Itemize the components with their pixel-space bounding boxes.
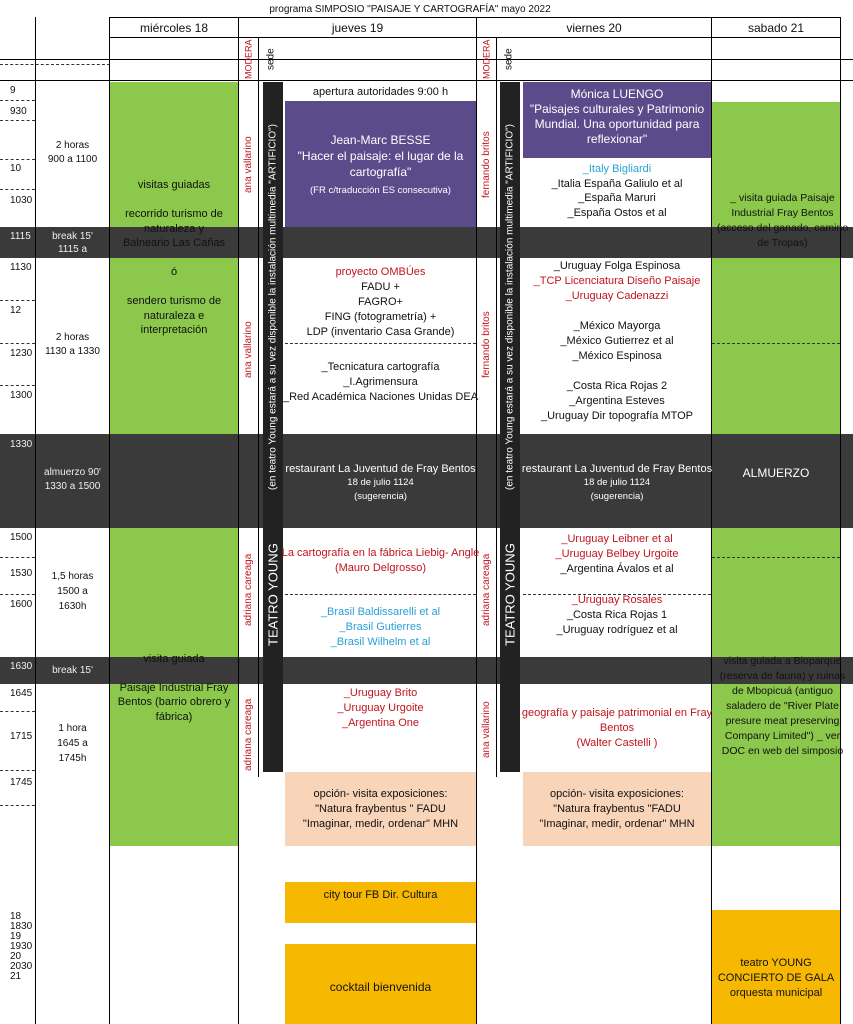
sat-morning-visit: _ visita guiada Paisaje Industrial Fray Bentos (acceso del ganado, camino de Tropas) (716, 192, 849, 249)
wed-afternoon-text: visita guiada Paisaje Industrial Fray Bentos (barrio obrero y fábrica) (117, 652, 231, 723)
fri-sede-venue: TEATRO YOUNG (502, 543, 518, 647)
fri-moderator-1: fernando britos (481, 131, 492, 199)
thu-sede-venue: TEATRO YOUNG (265, 543, 281, 647)
sat-concert: teatro YOUNG CONCIERTO DE GALA orquesta municipal (717, 956, 835, 999)
fri-moderator-2: fernando britos (481, 311, 492, 379)
fri-costarica-session: _Costa Rica Rojas 2 _Argentina Esteves _Uruguay Dir topografía MTOP (540, 379, 694, 422)
thu-expo-text: opción- visita exposiciones: "Natura fraybentus " FADU "Imaginar, medir, ordenar" MHN (302, 787, 459, 830)
duration-midday: 2 horas 1130 a 1330 (45, 332, 100, 357)
time-1330: 1330 (10, 439, 33, 450)
thu-tecnicatura-session: _Tecnicatura cartografía _I.Agrimensura _Red Académica Naciones Unidas DEA (282, 360, 479, 403)
time-1715: 1715 (10, 731, 33, 742)
duration-break-2: break 15' (52, 664, 93, 676)
thu-moderator-2: ana vallarino (243, 321, 254, 379)
time-12: 12 (10, 305, 22, 316)
fri-uruguay-session: _Uruguay Folga Espinosa _TCP Licenciatura Diseño Paisaje _Uruguay Cadenazzi (533, 259, 701, 302)
page-title: programa SIMPOSIO "PAISAJE Y CARTOGRAFÍA" mayo 2022 (269, 3, 551, 15)
thu-city-tour: city tour FB Dir. Cultura (323, 888, 438, 901)
duration-afternoon: 1,5 horas 1500 a 1630h (51, 570, 94, 612)
time-1230: 1230 (10, 348, 33, 359)
thu-uruguay-session: _Uruguay Brito _Uruguay Urgoite _Argentina One (337, 686, 424, 729)
fri-mexico-session: _México Mayorga _México Gutierrez et al _México Espinosa (560, 319, 674, 362)
fri-sede-label: sede (503, 48, 515, 70)
thu-modera-label: MODERA (243, 39, 254, 79)
fri-lunch-restaurant: restaurant La Juventud de Fray Bentos 18 de julio 1124 (sugerencia) (521, 463, 713, 502)
time-1600: 1600 (10, 599, 33, 610)
time-1500: 1500 (10, 532, 33, 543)
time-1530: 1530 (10, 568, 33, 579)
wed-afternoon-activity (110, 528, 238, 657)
sat-afternoon-activity (712, 528, 840, 657)
header-thursday: jueves 19 (331, 20, 384, 35)
time-930: 930 (10, 106, 27, 117)
evening-times: 18 1830 19 1930 20 2030 21 (10, 912, 33, 982)
thu-moderator-3: adriana careaga (243, 553, 254, 627)
duration-lunch: almuerzo 90' 1330 a 1500 (44, 467, 101, 492)
thu-lunch-restaurant: restaurant La Juventud de Fray Bentos 18 de julio 1124 (sugerencia) (285, 463, 476, 502)
thu-ombues-session: proyecto OMBÚes FADU + FAGRO+ FING (fotogrametría) + LDP (inventario Casa Grande) (306, 265, 455, 338)
fri-expo-text: opción- visita exposiciones: "Natura fraybentus "FADU "Imaginar, medir, ordenar" MHN (539, 787, 695, 830)
thu-liebig-session: La cartografía en la fábrica Liebig- Angle (Mauro Delgrosso) (281, 547, 480, 574)
fri-sede-note: (en teatro Young estará a su vez disponible la instalación multimedia "ARTIFICIO") (504, 124, 516, 490)
time-1300: 1300 (10, 390, 33, 401)
time-1030: 1030 (10, 195, 33, 206)
thu-sede-label: sede (265, 48, 277, 70)
time-1745: 1745 (10, 777, 33, 788)
header-friday: viernes 20 (566, 20, 622, 35)
time-1645: 1645 (10, 688, 33, 699)
time-9: 9 (10, 85, 16, 96)
fri-leibner-session: _Uruguay Leibner et al _Uruguay Belbey Urgoite _Argentina Ávalos et al (555, 532, 679, 575)
sat-morning-activity-2 (712, 258, 840, 434)
sat-lunch: ALMUERZO (742, 466, 810, 480)
fri-moderator-3: adriana careaga (481, 553, 492, 627)
time-1130: 1130 (10, 262, 32, 273)
thu-moderator-4: adriana careaga (243, 698, 254, 772)
fri-italy-session: _Italy Bigliardi _Italia España Galiulo et al _España Maruri _España Ostos et al (551, 163, 683, 219)
time-1115: 1115 (10, 231, 31, 242)
fri-moderator-4: ana vallarino (481, 701, 492, 759)
duration-morning: 2 horas 900 a 1100 (47, 140, 98, 165)
time-10: 10 (10, 163, 22, 174)
time-1630: 1630 (10, 661, 33, 672)
fri-rosales-session: _Uruguay Rosales _Costa Rica Rojas 1 _Uruguay rodríguez et al (556, 593, 678, 636)
thu-sede-note: (en teatro Young estará a su vez disponible la instalación multimedia "ARTIFICIO") (267, 124, 279, 490)
thu-cocktail: cocktail bienvenida (329, 979, 432, 994)
header-wednesday: miércoles 18 (139, 20, 209, 35)
fri-keynote-luengo: Mónica LUENGO "Paisajes culturales y Patrimonio Mundial. Una oportunidad para reflexionar" (529, 87, 705, 146)
duration-break-1: break 15' 1115 a (52, 231, 93, 255)
duration-late: 1 hora 1645 a 1745h (57, 722, 88, 764)
thu-brasil-session: _Brasil Baldissarelli et al _Brasil Gutierres _Brasil Wilhelm et al (320, 605, 441, 648)
fri-castelli-session: geografía y paisaje patrimonial en Fray Bentos (Walter Castelli ) (521, 706, 713, 749)
thu-moderator-1: ana vallarino (243, 136, 254, 194)
thu-keynote-besse: Jean-Marc BESSE "Hacer el paisaje: el lugar de la cartografía" (FR c/traducción ES consecutiva) (297, 132, 464, 196)
header-saturday: sabado 21 (747, 20, 805, 35)
thu-opening: apertura autoridades 9:00 h (312, 85, 449, 98)
sat-afternoon-visit: visita guiada a Bioparque (reserva de fauna) y ruinas de Mbopicuá (antiguo saladero de "River Plate presure meat preserving Company Limited") _ ver DOC en web del simposio (719, 654, 846, 757)
wed-morning-text: visitas guiadas recorrido turismo de naturaleza y Balneario Las Cañas ó sendero turismo de naturaleza e interpretación (122, 179, 226, 337)
fri-modera-label: MODERA (481, 39, 492, 79)
